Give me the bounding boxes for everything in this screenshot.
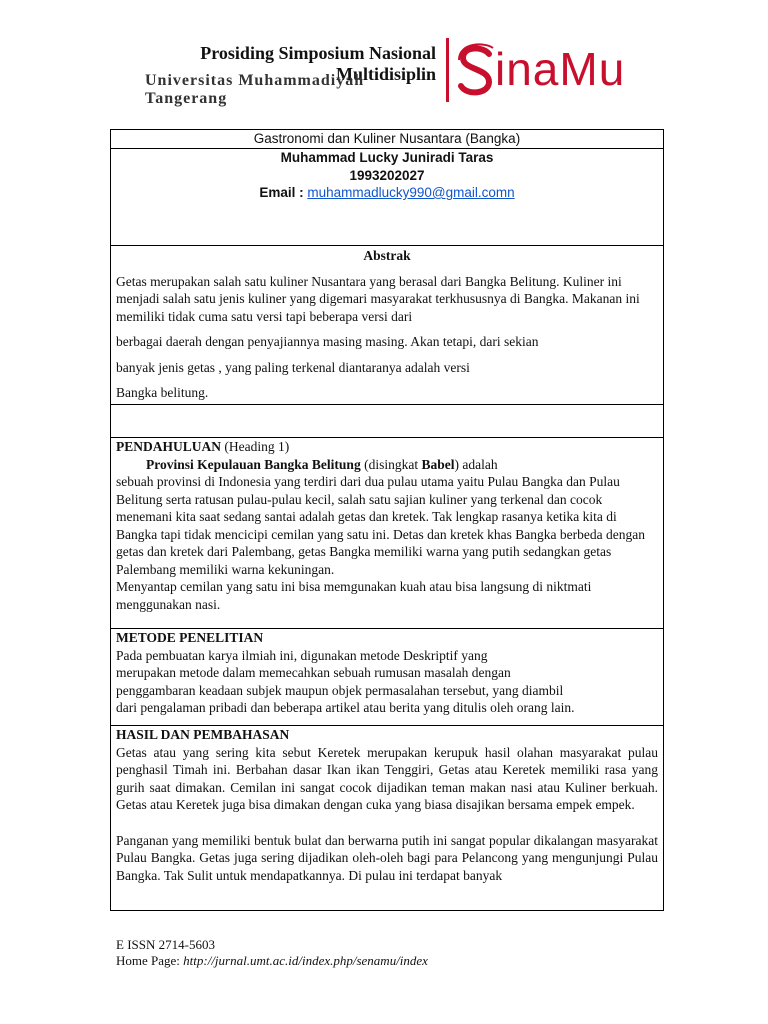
pendahuluan-heading-line [116,438,658,456]
pendahuluan-cell [111,438,664,629]
metode-line-2: merupakan metode dalam memecahkan sebuah rumusan masalah dengan [116,665,511,680]
abstract-paragraph-4: Bangka belitung. [116,385,209,400]
author-nim: 1993202027 [349,167,425,183]
logo-s-icon [455,40,499,100]
author-block [111,149,664,246]
header-title-line1: Prosiding Simposium Nasional [200,43,436,63]
hasil-paragraph-2: Panganan yang memiliki bentuk bulat dan berwarna putih ini sangat popular dikalangan masyarakat Pulau Bangka. Getas juga sering dijadikan oleh-oleh bagi para Pelancong yang mengunjungi Pulau Bangka. Tak Sulit untuk mendapatkannya. Di pulau ini terdapat banyak [116,832,658,883]
pendahuluan-lead: Provinsi Kepulauan Bangka Belitung (disingkat Babel) adalah [146,456,498,472]
article-table [110,129,664,911]
footer-homepage-url[interactable]: http://jurnal.umt.ac.id/index.php/senamu/index [183,953,428,968]
sinamu-logo [455,40,655,100]
footer-homepage: Home Page: http://jurnal.umt.ac.id/index.php/senamu/index [116,953,428,968]
article-title: Gastronomi dan Kuliner Nusantara (Bangka) [111,130,664,149]
hasil-cell [111,726,664,911]
header-title-line2: Multidisiplin [335,64,436,84]
logo-text: inaMu [495,43,626,95]
metode-heading: METODE PENELITIAN [116,630,264,645]
email-label: Email : [259,185,308,200]
abstract-cell [111,246,664,405]
footer [116,937,428,969]
header-title-line3-cut: Universitas Muhammadiyah Tangerang [145,72,365,107]
footer-issn: E ISSN 2714-5603 [116,937,215,952]
metode-line-1: Pada pembuatan karya ilmiah ini, digunakan metode Deskriptif yang [116,647,488,663]
abstract-paragraph-2: berbagai daerah dengan penyajiannya masing masing. Akan tetapi, dari sekian [116,334,539,349]
hasil-paragraph-1: Getas atau yang sering kita sebut Keretek merupakan kerupuk hasil olahan masyarakat pulau penghasil Timah ini. Berbahan dasar Ikan ikan Tenggiri, Getas atau Keretek memiliki rasa yang gurih saat dimakan. Cemilan ini sangat cocok dijadikan teman makan nasi atau Kuliner berkuah. Getas atau Keretek juga bisa dimakan dengan cuka yang biasa disajikan bersama empek empek. [116,744,658,812]
metode-cell [111,629,664,726]
abstract-paragraph-3: banyak jenis getas , yang paling terkenal diantaranya adalah versi [116,359,470,375]
empty-row [111,405,664,438]
pendahuluan-heading-note: (Heading 1) [221,439,290,454]
pendahuluan-body: sebuah provinsi di Indonesia yang terdiri dari dua pulau utama yaitu Pulau Bangka dan Pulau Belitung serta ratusan pulau-pulau kecil, salah satu sajian kuliner yang terkenal dan cocok menemani kita saat sedang santai adalah getas dan kretek. Tak lengkap rasanya ketika kita di Bangka tapi tidak mencicipi cemilan yang satu ini. Detas dan kretek khas Bangka berbeda dengan getas dan kretek dari Palembang, getas Bangka memiliki warna yang putih sedangkan getas Palembang memiliki warna kekuningan. [116,474,645,577]
header-divider [446,38,449,102]
metode-line-3: penggambaran keadaan subjek maupun objek permasalahan tersebut, yang diambil [116,682,564,698]
hasil-heading: HASIL DAN PEMBAHASAN [116,727,290,742]
metode-line-4: dari pengalaman pribadi dan beberapa artikel atau berita yang ditulis oleh orang lain. [116,700,575,715]
abstract-heading: Abstrak [363,248,411,263]
pendahuluan-heading: PENDAHULUAN [116,439,222,454]
abstract-paragraph-1: Getas merupakan salah satu kuliner Nusantara yang berasal dari Bangka Belitung. Kuliner ini menjadi salah satu jenis kuliner yang digemari masyarakat terkhususnya di Bangka. Makanan ini memiliki tidak cuma satu versi tapi beberapa versi dari [116,273,640,324]
author-name: Muhammad Lucky Juniradi Taras [280,150,494,165]
pendahuluan-body-2: Menyantap cemilan yang satu ini bisa memgunakan kuah atau bisa langsung di niktmati menggunakan nasi. [116,579,592,612]
email-line [116,184,658,202]
email-link[interactable]: muhammadlucky990@gmail.comn [307,185,515,200]
